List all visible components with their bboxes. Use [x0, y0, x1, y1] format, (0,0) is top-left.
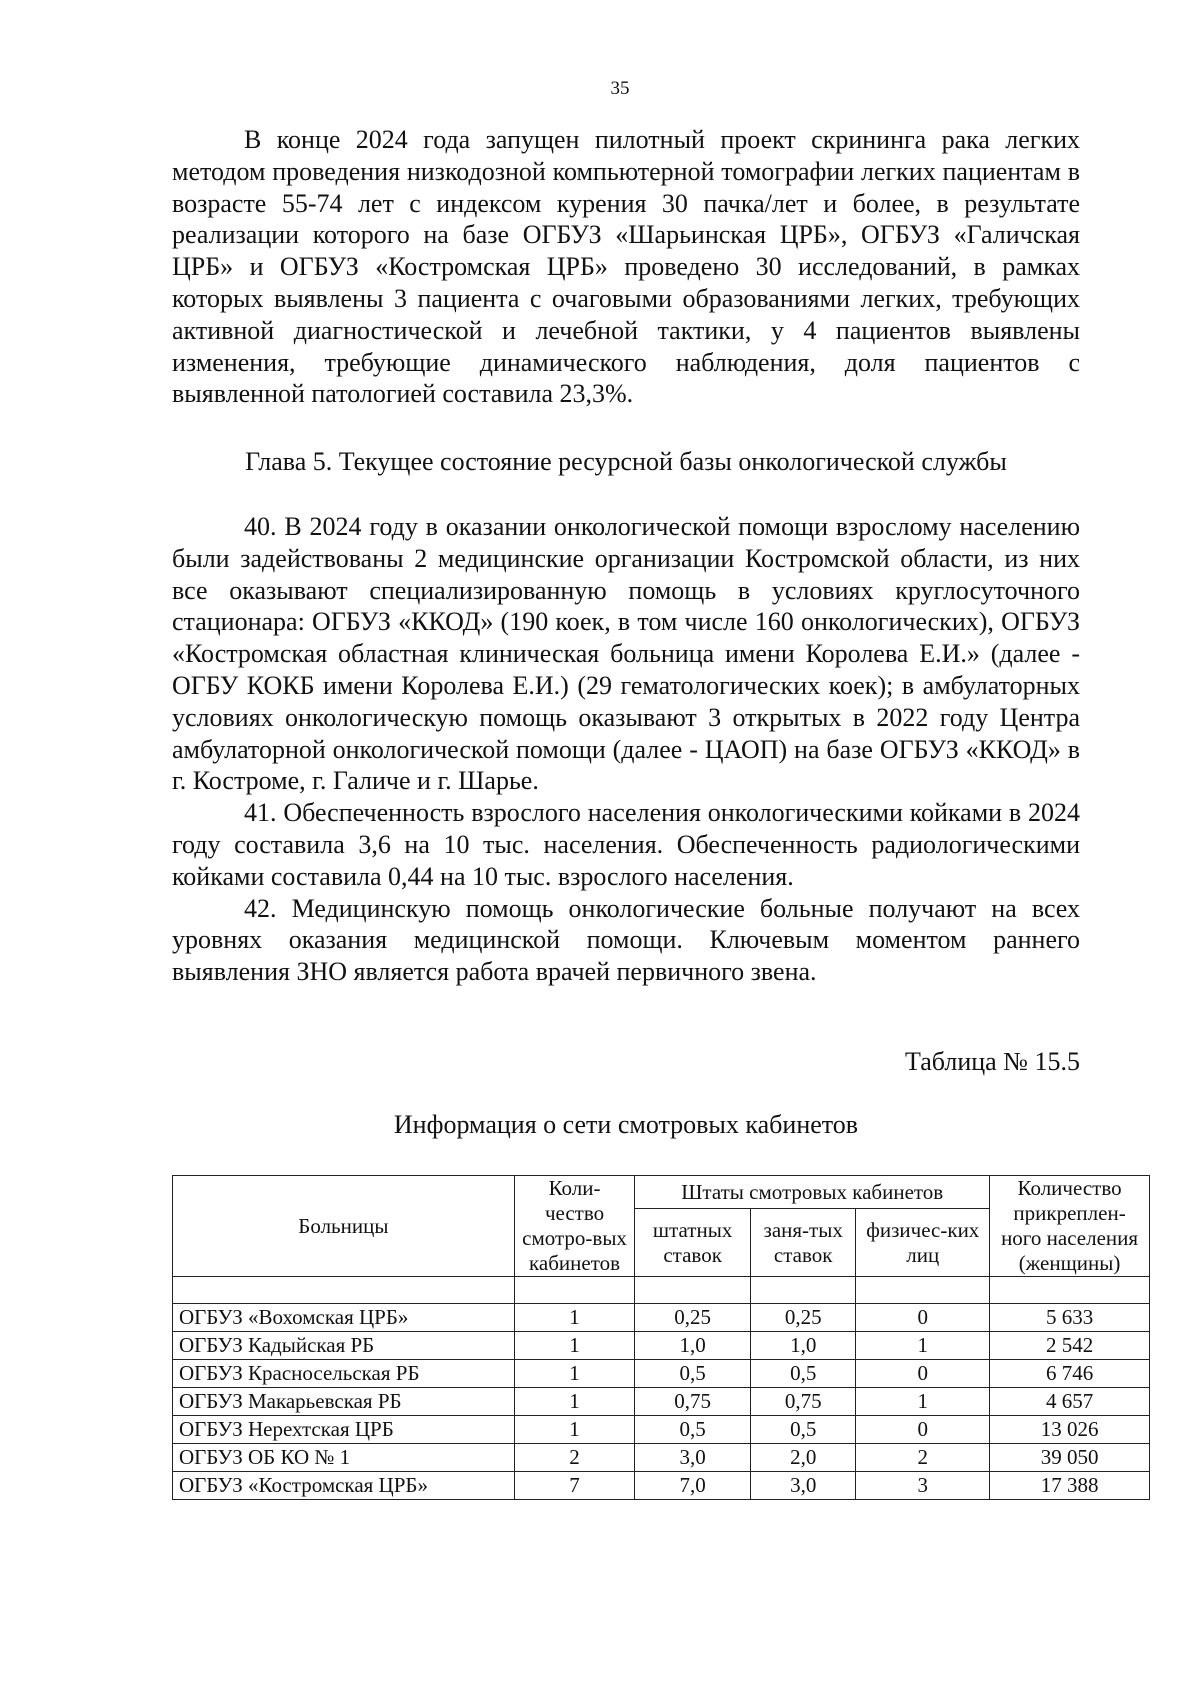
cell-hospital-name: ОГБУЗ Нерехтская ЦРБ — [173, 1416, 515, 1444]
intro-paragraph-block — [172, 124, 1080, 410]
cell-persons: 1 — [856, 1388, 990, 1416]
page-number: 35 — [610, 78, 630, 99]
table-number: Таблица № 15.5 — [904, 1047, 1080, 1076]
table-row — [173, 1444, 1150, 1472]
cell-population: 5 633 — [990, 1304, 1150, 1332]
cell-staff-rates: 3,0 — [635, 1444, 751, 1472]
cell-persons: 1 — [856, 1332, 990, 1360]
table-row — [173, 1416, 1150, 1444]
cell-population: 17 388 — [990, 1472, 1150, 1500]
cell-occupied-rates: 0,75 — [750, 1388, 856, 1416]
table-row — [173, 1360, 1150, 1388]
blank-cell — [635, 1277, 751, 1304]
cell-staff-rates: 0,5 — [635, 1416, 751, 1444]
cell-room-count: 7 — [514, 1472, 635, 1500]
cell-persons: 0 — [856, 1304, 990, 1332]
blank-cell — [173, 1277, 515, 1304]
header-population: Количество прикреплен-ного населения (женщины) — [990, 1176, 1150, 1277]
cell-staff-rates: 0,25 — [635, 1304, 751, 1332]
table-body — [173, 1277, 1150, 1500]
cell-hospital-name: ОГБУЗ «Вохомская ЦРБ» — [173, 1304, 515, 1332]
cell-occupied-rates: 0,5 — [750, 1360, 856, 1388]
paragraph-40: 40. В 2024 году в оказании онкологической помощи взрослому населению были задействованы 2 медицинские организации Костромской области, из них все оказывают специализированную помощь в условиях круглосуточного стационара: ОГБУЗ «ККОД» (190 коек, в том числе 160 онкологических), ОГБУЗ «Костромская областная клиническая больница имени Королева Е.И.» (далее - ОГБУ КОКБ имени Королева Е.И.) (29 гематологических коек); в амбулаторных условиях онкологическую помощь оказывают 3 открытых в 2022 году Центра амбулаторной онкологической помощи (далее - ЦАОП) на базе ОГБУЗ «ККОД» в г. Костроме, г. Галиче и г. Шарье. — [172, 512, 1080, 796]
header-occupied-rates: заня-тых ставок — [750, 1209, 856, 1277]
cell-occupied-rates: 2,0 — [750, 1444, 856, 1472]
cell-persons: 0 — [856, 1416, 990, 1444]
cell-room-count: 1 — [514, 1360, 635, 1388]
table-spacer-row — [173, 1277, 1150, 1304]
cell-room-count: 1 — [514, 1332, 635, 1360]
blank-cell — [990, 1277, 1150, 1304]
cell-occupied-rates: 0,5 — [750, 1416, 856, 1444]
cell-persons: 0 — [856, 1360, 990, 1388]
cell-hospital-name: ОГБУЗ ОБ КО № 1 — [173, 1444, 515, 1472]
screening-rooms-table — [172, 1175, 1150, 1500]
header-staff-group: Штаты смотровых кабинетов — [635, 1176, 990, 1209]
header-staff-rates: штатных ставок — [635, 1209, 751, 1277]
cell-population: 13 026 — [990, 1416, 1150, 1444]
header-hospitals: Больницы — [173, 1176, 515, 1277]
cell-hospital-name: ОГБУЗ «Костромская ЦРБ» — [173, 1472, 515, 1500]
table-row — [173, 1472, 1150, 1500]
chapter-title: Глава 5. Текущее состояние ресурсной базы онкологической службы — [245, 447, 1007, 476]
header-persons: физичес-ких лиц — [856, 1209, 990, 1277]
cell-room-count: 1 — [514, 1416, 635, 1444]
paragraph-42: 42. Медицинскую помощь онкологические больные получают на всех уровнях оказания медицинской помощи. Ключевым моментом раннего выявления ЗНО является работа врачей первичного звена. — [172, 893, 1080, 987]
cell-population: 6 746 — [990, 1360, 1150, 1388]
blank-cell — [514, 1277, 635, 1304]
cell-occupied-rates: 3,0 — [750, 1472, 856, 1500]
main-paragraphs — [172, 511, 1080, 988]
blank-cell — [750, 1277, 856, 1304]
cell-persons: 2 — [856, 1444, 990, 1472]
cell-occupied-rates: 0,25 — [750, 1304, 856, 1332]
cell-hospital-name: ОГБУЗ Макарьевская РБ — [173, 1388, 515, 1416]
cell-population: 39 050 — [990, 1444, 1150, 1472]
cell-persons: 3 — [856, 1472, 990, 1500]
table-row — [173, 1332, 1150, 1360]
table-caption: Информация о сети смотровых кабинетов — [393, 1110, 859, 1139]
cell-staff-rates: 7,0 — [635, 1472, 751, 1500]
cell-occupied-rates: 1,0 — [750, 1332, 856, 1360]
cell-population: 4 657 — [990, 1388, 1150, 1416]
blank-cell — [856, 1277, 990, 1304]
cell-hospital-name: ОГБУЗ Красносельская РБ — [173, 1360, 515, 1388]
paragraph-41: 41. Обеспеченность взрослого населения онкологическими койками в 2024 году составила 3,6 на 10 тыс. населения. Обеспеченность радиологическими койками составила 0,44 на 10 тыс. взрослого населения. — [172, 798, 1080, 891]
cell-room-count: 1 — [514, 1388, 635, 1416]
cell-staff-rates: 1,0 — [635, 1332, 751, 1360]
cell-population: 2 542 — [990, 1332, 1150, 1360]
table-row — [173, 1388, 1150, 1416]
cell-staff-rates: 0,75 — [635, 1388, 751, 1416]
cell-room-count: 2 — [514, 1444, 635, 1472]
header-count: Коли-чество смотро-вых кабинетов — [514, 1176, 635, 1277]
intro-paragraph: В конце 2024 года запущен пилотный проект скрининга рака легких методом проведения низкодозной компьютерной томографии легких пациентам в возрасте 55-74 лет с индексом курения 30 пачка/лет и более, в результате реализации которого на базе ОГБУЗ «Шарьинская ЦРБ», ОГБУЗ «Галичская ЦРБ» и ОГБУЗ «Костромская ЦРБ» проведено 30 исследований, в рамках которых выявлены 3 пациента с очаговыми образованиями легких, требующих активной диагностической и лечебной тактики, у 4 пациентов выявлены изменения, требующие динамического наблюдения, доля пациентов с выявленной патологией составила 23,3%. — [172, 125, 1080, 409]
cell-staff-rates: 0,5 — [635, 1360, 751, 1388]
table-row — [173, 1304, 1150, 1332]
cell-room-count: 1 — [514, 1304, 635, 1332]
cell-hospital-name: ОГБУЗ Кадыйская РБ — [173, 1332, 515, 1360]
